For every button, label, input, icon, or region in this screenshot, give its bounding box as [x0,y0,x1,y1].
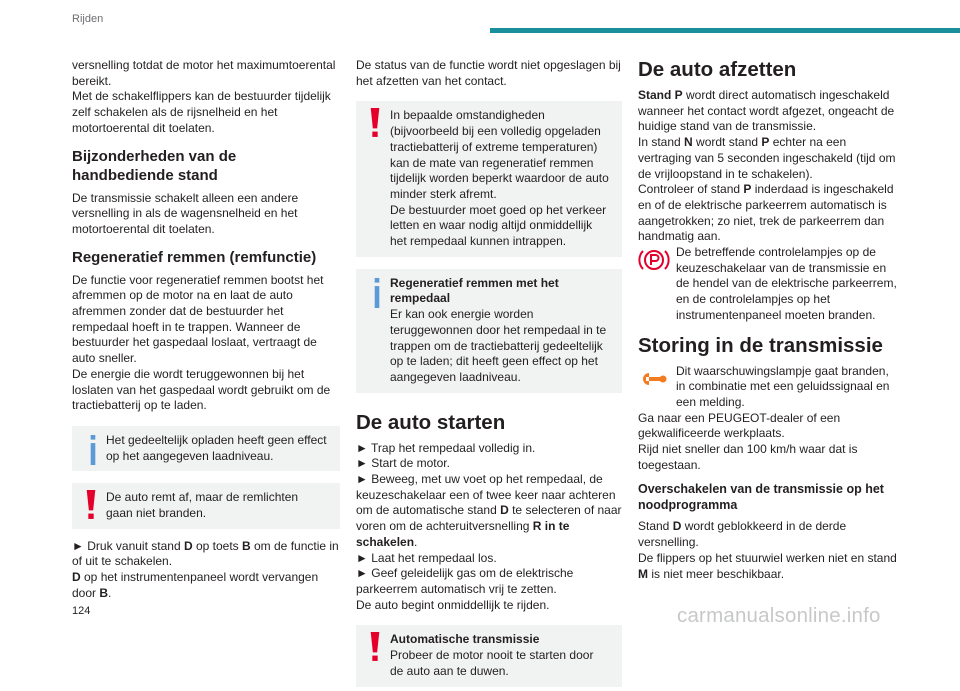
info-icon [86,435,100,465]
column-2 [356,58,622,691]
info-icon [370,278,384,308]
step-arrow: ► [356,440,368,455]
step-arrow: ► [356,566,368,581]
paragraph: De transmissie schakelt alleen een andere versnelling in als de wagensnelheid en het motortoerental dit toelaten. [72,190,299,236]
paragraph: Rijd niet sneller dan 100 km/h waar dat is toegestaan. [638,442,858,472]
paragraph: D op het instrumentenpaneel wordt vervangen door B. [72,570,319,600]
paragraph: De auto begint onmiddellijk te rijden. [356,597,550,612]
paragraph: De betreffende controlelampjes op de keuzeschakelaar van de transmissie en de hendel van de elektrische parkeerrem, en de controlelampjes op het instrumentenpaneel moeten branden. [676,245,897,322]
info-box [72,426,340,471]
step-arrow: ► [356,456,368,471]
warning-icon [368,632,382,662]
page-number: 124 [72,605,91,617]
step-item: ► Trap het rempedaal volledig in. [356,440,536,455]
info-text: Er kan ook energie worden teruggewonnen door het rempedaal in te trappen om de tractiebatterij gedeeltelijk op te laden; dit heeft geen effect op het aangegeven laadniveau. [390,307,607,384]
heading-transmission-fault: Storing in de transmissie [638,333,883,357]
warning-box [356,625,622,686]
warning-icon [84,490,98,520]
step-arrow: ► [356,550,368,565]
step-item: ► Laat het rempedaal los. [356,550,497,565]
paragraph: versnelling totdat de motor het maximumtoerental bereikt. [72,58,336,88]
heading-manual-mode: Bijzonderheden van de handbediende stand [72,147,237,184]
paragraph: Stand P wordt direct automatisch ingeschakeld wanneer het contact wordt afgezet, ongeacht de huidige stand van de transmissie. [638,88,895,134]
icon-paragraph [638,364,900,411]
column-1 [72,58,340,602]
heading-emergency-program: Overschakelen van de transmissie op het noodprogramma [638,482,884,513]
paragraph: Stand D wordt geblokkeerd in de derde versnelling. [638,519,847,550]
warning-text: De bestuurder moet goed op het verkeer letten en waar nodig altijd onmiddellijk het rempedaal kunnen intrappen. [390,202,607,249]
heading-regenerative-braking: Regeneratief remmen (remfunctie) [72,248,317,266]
icon-paragraph [638,245,900,324]
step-item: ► Beweeg, met uw voet op het rempedaal, de keuzeschakelaar een of twee keer naar achteren om de automatische stand D te selecteren of naar voren om de achteruitversnelling R in te schakelen. [356,472,622,549]
heading-stop-car: De auto afzetten [638,58,797,81]
paragraph: De flippers op het stuurwiel werken niet en stand M is niet meer beschikbaar. [638,550,897,581]
warning-text: Probeer de motor nooit te starten door de auto aan te duwen. [390,648,594,678]
header-accent-bar [490,28,960,33]
paragraph: De energie die wordt teruggewonnen bij het loslaten van het gaspedaal wordt gebruikt om de tractiebatterij op te laden. [72,366,331,413]
watermark: carmanualsonline.info [677,604,881,627]
warning-text: In bepaalde omstandigheden (bijvoorbeeld bij een volledig opgeladen tractiebatterij of extreme temperaturen) kan de mate van regeneratief remmen tijdelijk worden beperkt waardoor de auto minder sterk afremt. [390,108,609,201]
warning-title: Automatische transmissie [390,632,540,647]
parking-brake-icon [638,245,670,275]
column-3 [638,58,900,582]
step-item: ► Druk vanuit stand D op toets B om de functie in of uit te schakelen. [72,538,339,569]
step-arrow: ► [356,472,368,487]
section-title: Rijden [72,13,104,25]
paragraph: Met de schakelflippers kan de bestuurder tijdelijk zelf schakelen als de rijsnelheid en het motortoerental dit toelaten. [72,89,331,135]
step-arrow: ► [72,538,84,553]
paragraph: Ga naar een PEUGEOT-dealer of een gekwalificeerde werkplaats. [638,410,841,441]
warning-box [356,101,622,256]
paragraph: Controleer of stand P inderdaad is ingeschakeld en of de elektrische parkeerrem automatisch is aangetrokken; zo niet, trek de parkeerrem dan handmatig aan. [638,182,894,244]
step-item: ► Geef geleidelijk gas om de elektrische parkeerrem automatisch vrij te zetten. [356,566,574,596]
warning-icon [368,108,382,138]
paragraph: In stand N wordt stand P echter na een vertraging van 5 seconden ingeschakeld (tijd om de vrijloopstand in te schakelen). [638,135,896,181]
warning-text: De auto remt af, maar de remlichten gaan niet branden. [106,490,299,521]
wrench-icon [638,364,670,394]
heading-start-car: De auto starten [356,410,506,434]
info-text: Het gedeeltelijk opladen heeft geen effect op het aangegeven laadniveau. [106,432,327,463]
paragraph: De functie voor regeneratief remmen bootst het afremmen op de motor na en laat de auto afremmen zonder dat de bestuurder het rempedaal hoeft in te trappen. Wanneer de bestuurder het gaspedaal loslaat, vertraagt de auto sneller. [72,272,324,366]
step-item: ► Start de motor. [356,456,450,471]
info-title: Regeneratief remmen met het rempedaal [390,275,559,306]
paragraph: Dit waarschuwingslampje gaat branden, in combinatie met een geluidssignaal en een melding. [676,363,890,409]
paragraph: De status van de functie wordt niet opgeslagen bij het afzetten van het contact. [356,58,621,88]
warning-box [72,483,340,528]
info-box [356,269,622,393]
